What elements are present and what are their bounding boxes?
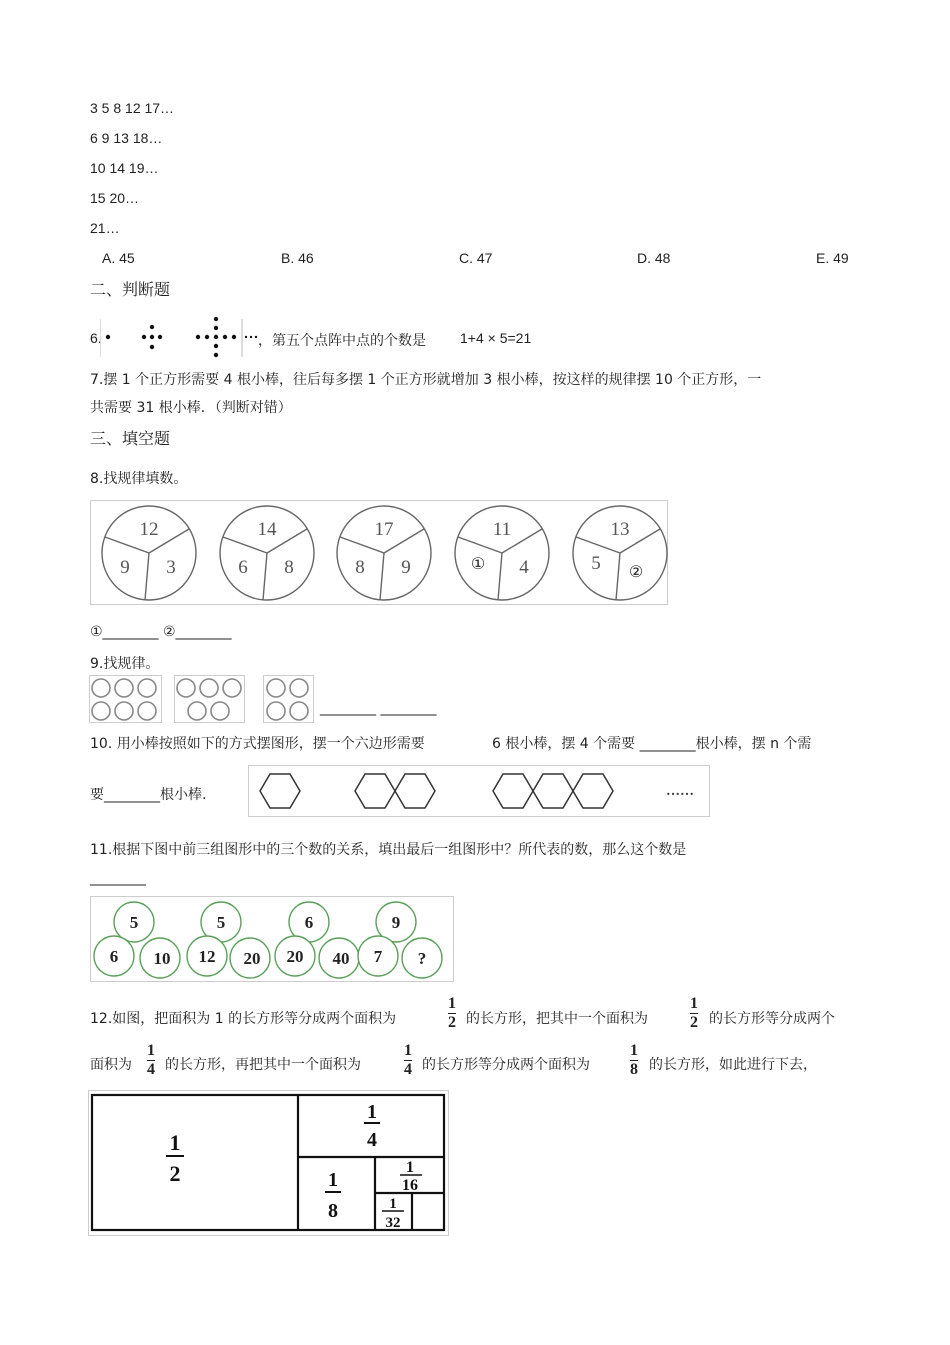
q8-title: 8.找规律填数。 bbox=[90, 471, 188, 487]
half-num: 1 bbox=[169, 1130, 181, 1155]
hexagon-chain-figure bbox=[248, 765, 710, 817]
group4-left: 7 bbox=[373, 947, 383, 966]
group4-question: ? bbox=[417, 949, 427, 968]
q10-line-1b: 6 根小棒，摆 4 个需要 ________根小棒，摆 n 个需 bbox=[492, 736, 812, 752]
q12-line-1a: 12.如图，把面积为 1 的长方形等分成两个面积为 bbox=[90, 1011, 397, 1027]
circle1-top: 12 bbox=[139, 519, 159, 540]
thirtysecond-num: 1 bbox=[389, 1196, 397, 1212]
seq-row-5: 21… bbox=[90, 220, 120, 236]
option-c[interactable]: C. 47 bbox=[459, 250, 493, 266]
fraction-quarter-2: 1 4 bbox=[404, 1042, 412, 1078]
hexagon-ellipsis: …… bbox=[666, 784, 694, 799]
circle1-left: 9 bbox=[120, 557, 130, 578]
fraction-eighth-1: 1 8 bbox=[630, 1042, 638, 1078]
option-d[interactable]: D. 48 bbox=[637, 250, 671, 266]
circle2-right: 8 bbox=[284, 557, 294, 578]
circle2-left: 6 bbox=[238, 557, 248, 578]
circle5-blank-2: ② bbox=[628, 564, 644, 581]
q6-text: ，第五个点阵中点的个数是 bbox=[258, 333, 426, 349]
option-b[interactable]: B. 46 bbox=[281, 250, 314, 266]
group1-left: 6 bbox=[109, 947, 119, 966]
seq-row-4: 15 20… bbox=[90, 190, 140, 206]
q12-line-2a: 面积为 bbox=[90, 1057, 132, 1073]
option-a[interactable]: A. 45 bbox=[102, 250, 135, 266]
q8-answer-blanks[interactable]: ①________ ②________ bbox=[90, 624, 232, 640]
q11-line-1: 11.根据下图中前三组图形中的三个数的关系，填出最后一组图形中？所代表的数，那么这个数是 bbox=[90, 842, 687, 858]
fraction-half-1: 1 2 bbox=[448, 995, 456, 1031]
circle3-left: 8 bbox=[355, 557, 365, 578]
group1-top: 5 bbox=[129, 913, 139, 932]
circle5-top: 13 bbox=[610, 519, 630, 540]
quarter-num: 1 bbox=[367, 1101, 377, 1123]
group3-top: 6 bbox=[304, 913, 314, 932]
dot-pattern-figure bbox=[100, 313, 260, 361]
seq-row-3: 10 14 19… bbox=[90, 160, 159, 176]
eighth-den: 8 bbox=[328, 1200, 338, 1222]
ring-pattern-figure bbox=[89, 675, 319, 723]
group1-right: 10 bbox=[153, 949, 171, 968]
q7-line-2: 共需要 31 根小棒．（判断对错） bbox=[90, 400, 292, 416]
q9-title: 9.找规律。 bbox=[90, 656, 160, 672]
circle2-top: 14 bbox=[257, 519, 277, 540]
fraction-half-2: 1 2 bbox=[690, 995, 698, 1031]
circle3-right: 9 bbox=[401, 557, 411, 578]
half-den: 2 bbox=[169, 1161, 181, 1186]
circle4-top: 11 bbox=[492, 519, 512, 540]
seq-row-1: 3 5 8 12 17… bbox=[90, 100, 175, 116]
triangle-number-circles-figure bbox=[90, 896, 454, 982]
circle3-top: 17 bbox=[374, 519, 394, 540]
group4-top: 9 bbox=[391, 913, 401, 932]
q12-line-1b: 的长方形，把其中一个面积为 bbox=[466, 1011, 648, 1027]
section-judge-title: 二、判断题 bbox=[90, 280, 171, 299]
quarter-den: 4 bbox=[367, 1129, 377, 1151]
q10-line-1a: 10. 用小棒按照如下的方式摆图形，摆一个六边形需要 bbox=[90, 736, 425, 752]
group3-right: 40 bbox=[332, 949, 350, 968]
rectangle-division-figure bbox=[88, 1090, 452, 1236]
number-circles-figure bbox=[90, 500, 668, 605]
q6-number: 6. bbox=[90, 330, 102, 346]
option-e[interactable]: E. 49 bbox=[816, 250, 849, 266]
sixteenth-den: 16 bbox=[402, 1177, 418, 1194]
q12-line-2b: 的长方形，再把其中一个面积为 bbox=[165, 1057, 361, 1073]
q6-formula: 1+4 × 5=21 bbox=[460, 330, 532, 346]
fraction-quarter-1: 1 4 bbox=[147, 1042, 155, 1078]
group3-left: 20 bbox=[286, 947, 304, 966]
circle4-blank-1: ① bbox=[470, 556, 486, 573]
thirtysecond-den: 32 bbox=[385, 1215, 401, 1231]
sixteenth-num: 1 bbox=[406, 1159, 414, 1176]
group2-right: 20 bbox=[243, 949, 261, 968]
section-fill-title: 三、填空题 bbox=[90, 429, 171, 448]
circle5-left: 5 bbox=[591, 553, 601, 574]
q7-line-1: 7.摆 1 个正方形需要 4 根小棒，往后每多摆 1 个正方形就增加 3 根小棒，按这样的规律摆 10 个正方形，一 bbox=[90, 372, 762, 388]
q12-line-2c: 的长方形等分成两个面积为 bbox=[422, 1057, 590, 1073]
seq-row-2: 6 9 13 18… bbox=[90, 130, 163, 146]
q9-answer-blanks[interactable]: ________ ________ bbox=[320, 700, 437, 716]
q12-line-2d: 的长方形，如此进行下去， bbox=[649, 1057, 817, 1073]
eighth-num: 1 bbox=[328, 1169, 338, 1191]
circle4-right: 4 bbox=[519, 557, 529, 578]
group2-top: 5 bbox=[216, 913, 226, 932]
q10-line-2: 要________根小棒. bbox=[90, 787, 207, 803]
q12-line-1c: 的长方形等分成两个 bbox=[709, 1011, 835, 1027]
circle1-right: 3 bbox=[166, 557, 176, 578]
group2-left: 12 bbox=[198, 947, 216, 966]
q11-blank[interactable]: ________ bbox=[90, 870, 146, 886]
